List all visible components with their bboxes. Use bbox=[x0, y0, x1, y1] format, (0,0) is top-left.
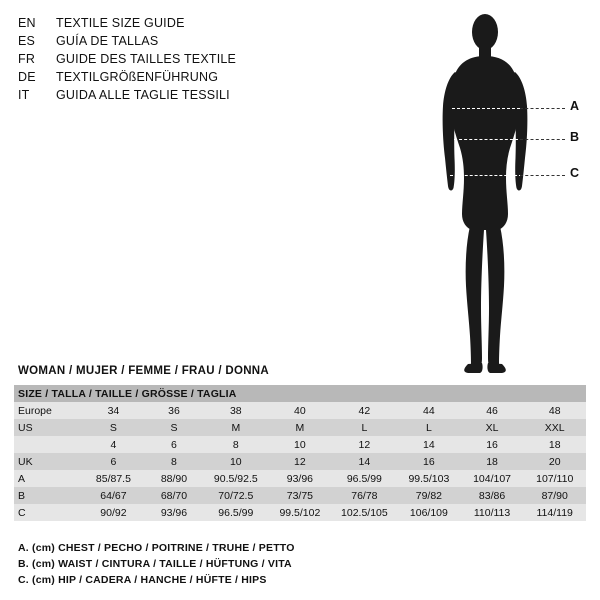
language-row bbox=[18, 50, 348, 68]
cell: 106/109 bbox=[397, 504, 461, 521]
table-row bbox=[14, 436, 586, 453]
note-a: A. (cm) CHEST / PECHO / POITRINE / TRUHE / PETTO bbox=[18, 542, 295, 554]
cell: 48 bbox=[523, 402, 586, 419]
figure-wrap bbox=[380, 8, 595, 378]
row-label: UK bbox=[14, 453, 82, 470]
cell: 16 bbox=[397, 453, 461, 470]
language-text: TEXTILE SIZE GUIDE bbox=[56, 16, 185, 30]
row-label: US bbox=[14, 419, 82, 436]
language-text: TEXTILGRÖßENFÜHRUNG bbox=[56, 70, 219, 84]
cell: 18 bbox=[461, 453, 524, 470]
cell: 34 bbox=[82, 402, 144, 419]
row-label: B bbox=[14, 487, 82, 504]
note-c: C. (cm) HIP / CADERA / HANCHE / HÜFTE / HIPS bbox=[18, 574, 267, 586]
cell: 70/72.5 bbox=[204, 487, 269, 504]
cell: 88/90 bbox=[144, 470, 203, 487]
cell: 68/70 bbox=[144, 487, 203, 504]
cell: 85/87.5 bbox=[82, 470, 144, 487]
measure-line-c-inner bbox=[450, 175, 522, 176]
cell: M bbox=[268, 419, 332, 436]
cell: 42 bbox=[332, 402, 397, 419]
row-label bbox=[14, 436, 82, 453]
cell: 107/110 bbox=[523, 470, 586, 487]
cell: 64/67 bbox=[82, 487, 144, 504]
cell: 12 bbox=[332, 436, 397, 453]
cell: 99.5/102 bbox=[268, 504, 332, 521]
woman-section-title: WOMAN / MUJER / FEMME / FRAU / DONNA bbox=[18, 365, 270, 377]
cell: 79/82 bbox=[397, 487, 461, 504]
cell: 102.5/105 bbox=[332, 504, 397, 521]
language-code: IT bbox=[18, 88, 30, 102]
cell: 8 bbox=[144, 453, 203, 470]
language-code: DE bbox=[18, 70, 36, 84]
language-row bbox=[18, 68, 348, 86]
language-header-block bbox=[18, 14, 348, 104]
cell: S bbox=[82, 419, 144, 436]
cell: 10 bbox=[268, 436, 332, 453]
measure-line-c-outer bbox=[520, 175, 565, 176]
cell: L bbox=[397, 419, 461, 436]
cell: 12 bbox=[268, 453, 332, 470]
cell: 96.5/99 bbox=[332, 470, 397, 487]
cell: 20 bbox=[523, 453, 586, 470]
measure-label-b: B bbox=[570, 130, 580, 144]
measure-line-a-inner bbox=[452, 108, 520, 109]
cell: 14 bbox=[397, 436, 461, 453]
table-row bbox=[14, 504, 586, 521]
measure-line-a-outer bbox=[520, 108, 565, 109]
cell: 44 bbox=[397, 402, 461, 419]
cell: 16 bbox=[461, 436, 524, 453]
language-code: FR bbox=[18, 52, 36, 66]
table-row bbox=[14, 470, 586, 487]
female-silhouette-icon bbox=[410, 8, 570, 378]
cell: 99.5/103 bbox=[397, 470, 461, 487]
cell: S bbox=[144, 419, 203, 436]
cell: M bbox=[204, 419, 269, 436]
cell: 104/107 bbox=[461, 470, 524, 487]
cell: 90.5/92.5 bbox=[204, 470, 269, 487]
language-row bbox=[18, 14, 348, 32]
table-row bbox=[14, 402, 586, 419]
cell: 6 bbox=[144, 436, 203, 453]
cell: 87/90 bbox=[523, 487, 586, 504]
cell: 14 bbox=[332, 453, 397, 470]
cell: 76/78 bbox=[332, 487, 397, 504]
language-text: GUIDE DES TAILLES TEXTILE bbox=[56, 52, 237, 66]
cell: 8 bbox=[204, 436, 269, 453]
table-row bbox=[14, 453, 586, 470]
measure-label-c: C bbox=[570, 166, 580, 180]
row-label: C bbox=[14, 504, 82, 521]
cell: 40 bbox=[268, 402, 332, 419]
cell: 10 bbox=[204, 453, 269, 470]
cell: 38 bbox=[204, 402, 269, 419]
measure-line-b-outer bbox=[520, 139, 565, 140]
cell: 93/96 bbox=[144, 504, 203, 521]
table-row bbox=[14, 419, 586, 436]
table-header-label: SIZE / TALLA / TAILLE / GRÖSSE / TAGLIA bbox=[14, 385, 586, 402]
table-header-row bbox=[14, 385, 586, 402]
cell: 96.5/99 bbox=[204, 504, 269, 521]
language-code: EN bbox=[18, 16, 36, 30]
cell: 36 bbox=[144, 402, 203, 419]
language-code: ES bbox=[18, 34, 36, 48]
cell: 114/119 bbox=[523, 504, 586, 521]
row-label: Europe bbox=[14, 402, 82, 419]
cell: L bbox=[332, 419, 397, 436]
cell: 73/75 bbox=[268, 487, 332, 504]
cell: 90/92 bbox=[82, 504, 144, 521]
cell: XL bbox=[461, 419, 524, 436]
cell: 4 bbox=[82, 436, 144, 453]
cell: 46 bbox=[461, 402, 524, 419]
table-row bbox=[14, 487, 586, 504]
cell: 83/86 bbox=[461, 487, 524, 504]
language-text: GUÍA DE TALLAS bbox=[56, 34, 159, 48]
cell: 6 bbox=[82, 453, 144, 470]
row-label: A bbox=[14, 470, 82, 487]
cell: 110/113 bbox=[461, 504, 524, 521]
cell: 93/96 bbox=[268, 470, 332, 487]
measure-label-a: A bbox=[570, 99, 580, 113]
note-b: B. (cm) WAIST / CINTURA / TAILLE / HÜFTUNG / VITA bbox=[18, 558, 292, 570]
measurement-notes bbox=[18, 540, 578, 588]
language-row bbox=[18, 32, 348, 50]
measure-line-b-inner bbox=[454, 139, 518, 140]
language-row bbox=[18, 86, 348, 104]
cell: 18 bbox=[523, 436, 586, 453]
cell: XXL bbox=[523, 419, 586, 436]
language-text: GUIDA ALLE TAGLIE TESSILI bbox=[56, 88, 230, 102]
size-table bbox=[14, 385, 586, 521]
